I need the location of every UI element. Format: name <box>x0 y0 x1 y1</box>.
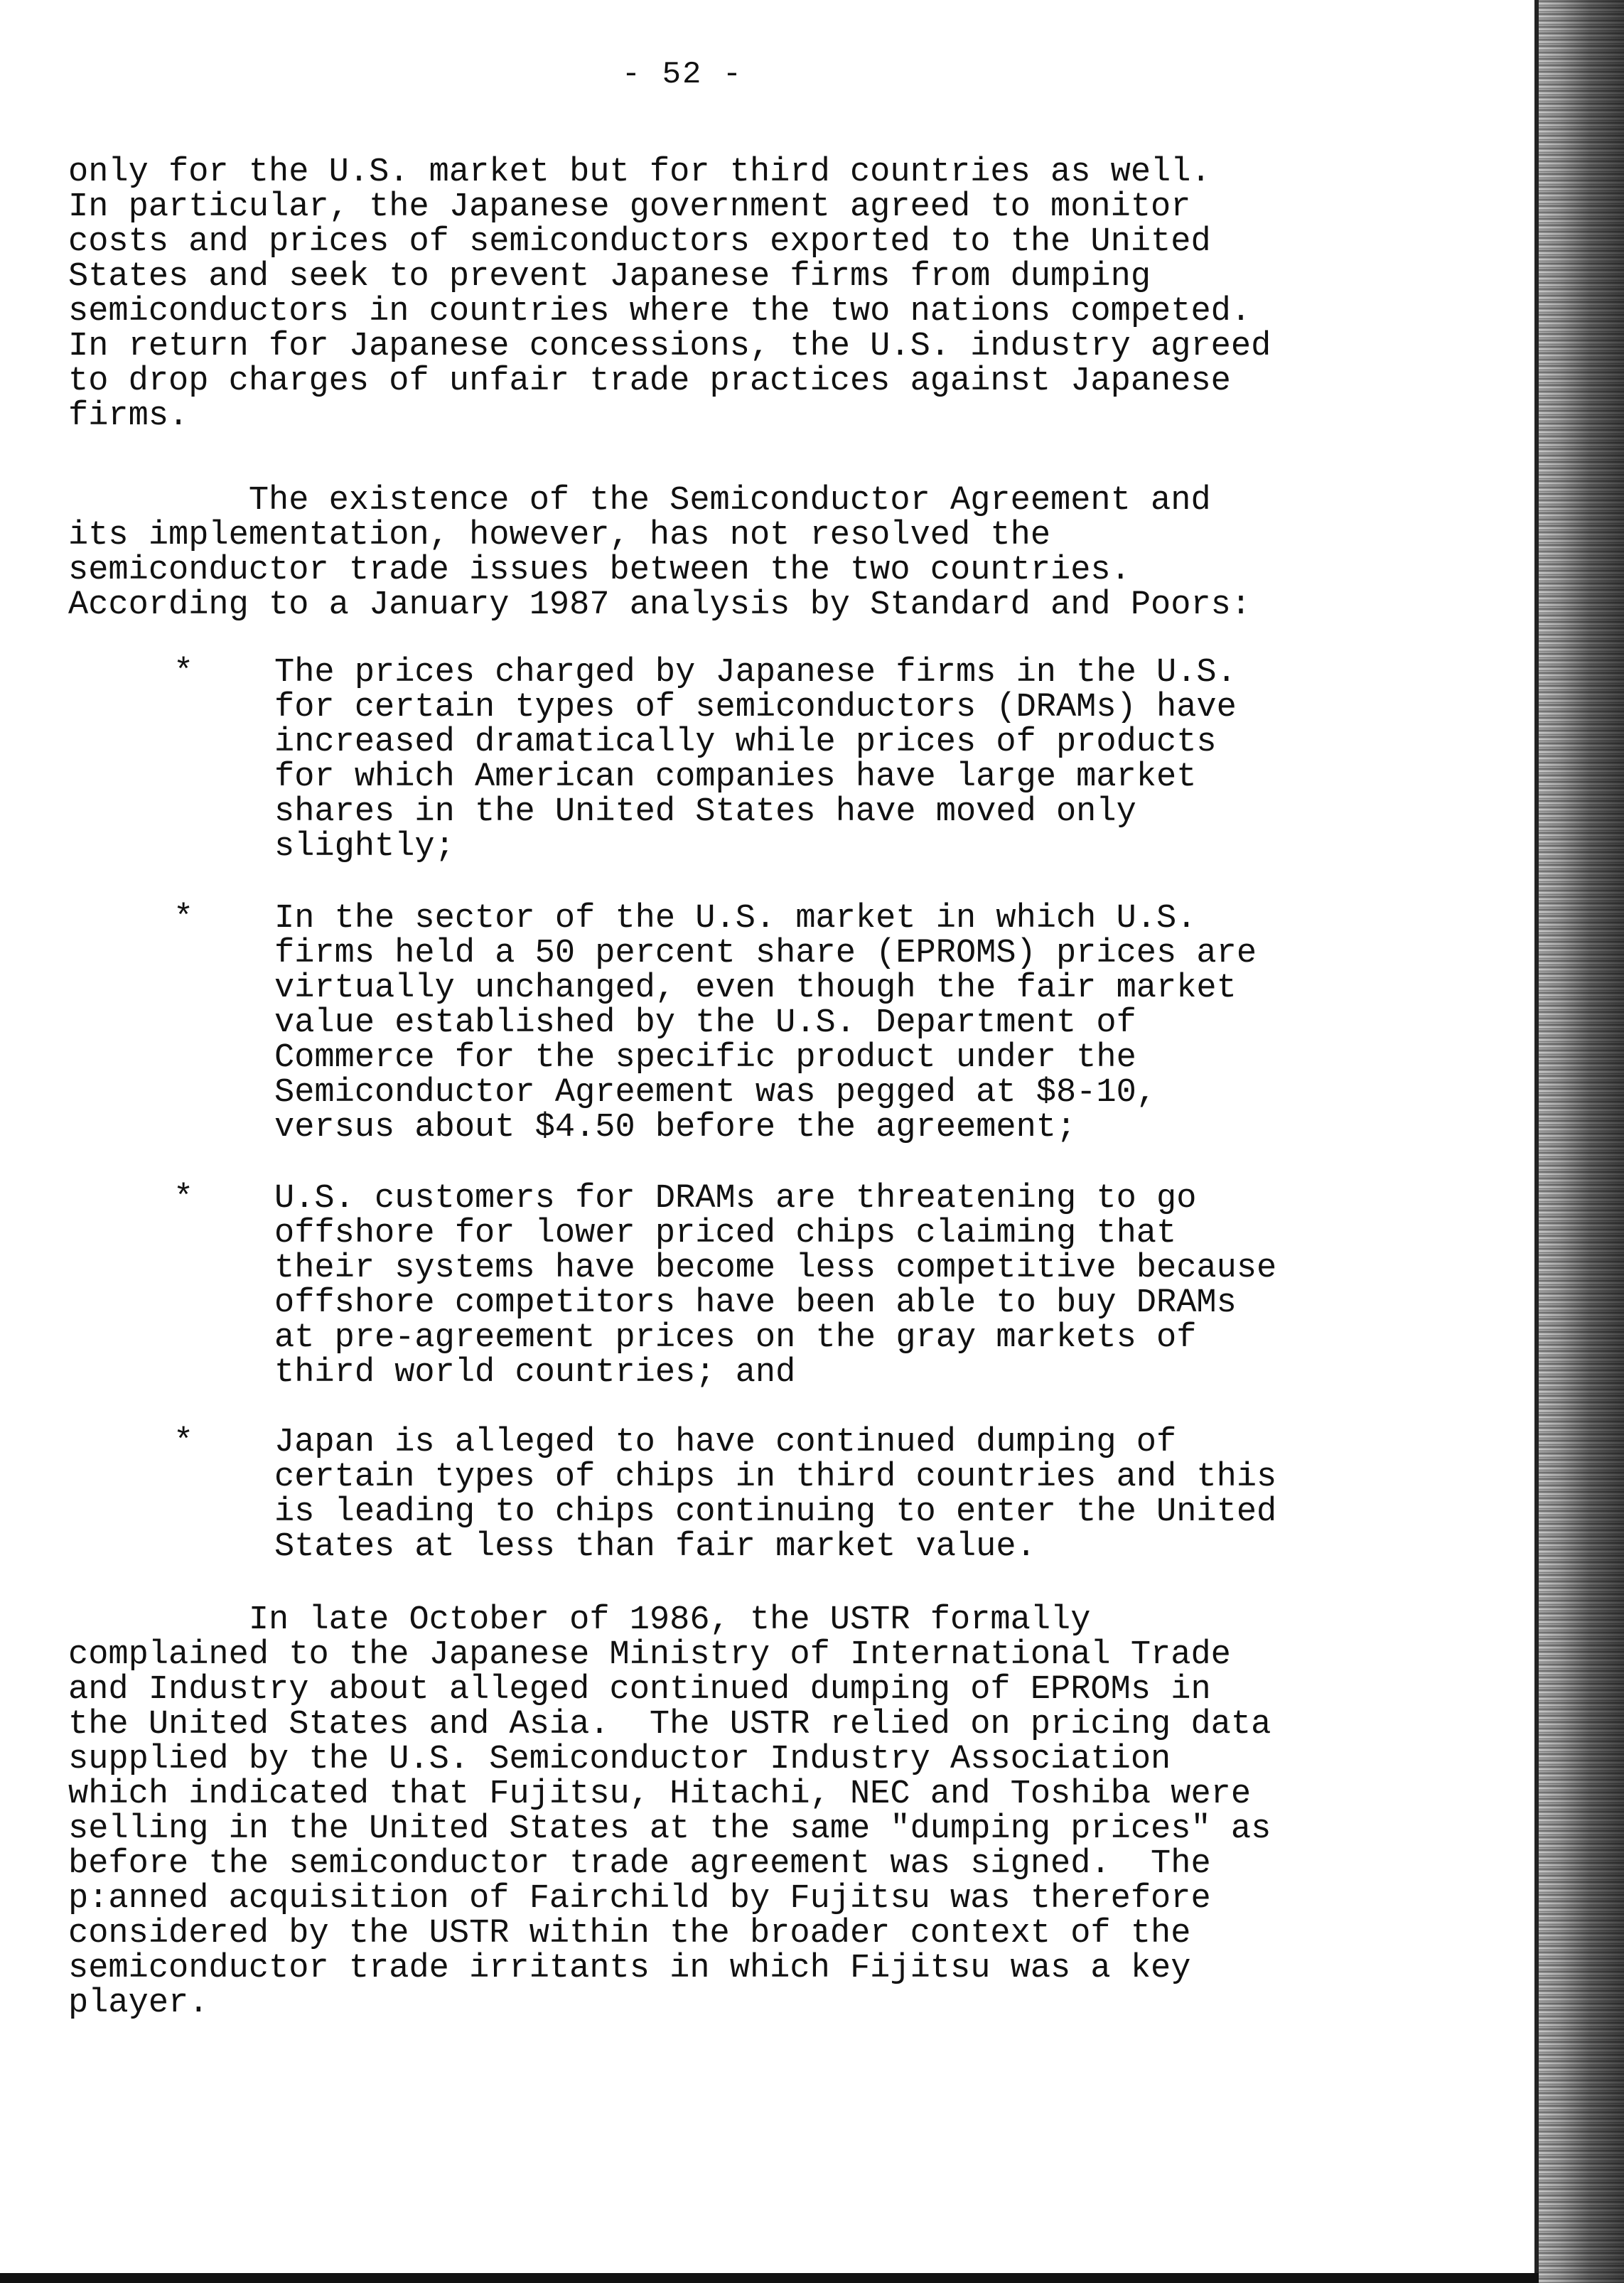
bullet-marker: * <box>173 900 194 938</box>
bullet-text: In the sector of the U.S. market in which U.S. firms held a 50 percent share (EPROMS) prices are virtually unchanged, even though the fair market value established by the U.S. Department of Commerce for the specific product under the Semiconductor Agreement was pegged at $8-10, versus about $4.50 before the agreement; <box>274 900 1257 1146</box>
paragraph-agreement-terms: only for the U.S. market but for third countries as well. In particular, the Japanese government agreed to monitor costs and prices of semiconductors exported to the United States and seek to prevent Japanese firms from dumping semiconductors in countries where the two nations competed. In return for Japanese concessions, the U.S. industry agreed to drop charges of unfair trade practices against Japanese firms. <box>68 154 1271 435</box>
bullet-marker: * <box>173 654 194 692</box>
bullet-marker: * <box>173 1180 194 1218</box>
bullet-text: Japan is alleged to have continued dumping of certain types of chips in third countries and this is leading to chips continuing to enter the United States at less than fair market value. <box>274 1424 1277 1566</box>
bullet-text: U.S. customers for DRAMs are threatening to go offshore for lower priced chips claiming that their systems have become less competitive because offshore competitors have been able to buy DRAMs at pre-agreement prices on the gray markets of third world countries; and <box>274 1180 1277 1392</box>
bullet-marker: * <box>173 1424 194 1461</box>
page-number: - 52 - <box>621 57 743 92</box>
paragraph-existence-of-agreement: The existence of the Semiconductor Agreement and its implementation, however, has not resolved the semiconductor trade issues between the two countries. According to a January 1987 analysis by Standard and Poors: <box>68 482 1252 624</box>
bullet-text: The prices charged by Japanese firms in the U.S. for certain types of semiconductors (DRAMs) have increased dramatically while prices of products for which American companies have large market shares in the United States have moved only slightly; <box>274 654 1237 866</box>
scan-page-edge-shadow <box>1539 0 1624 2283</box>
paragraph-ustr-complaint: In late October of 1986, the USTR formally complained to the Japanese Ministry of International Trade and Industry about alleged continued dumping of EPROMs in the United States and Asia. The USTR relied on pricing data supplied by the U.S. Semiconductor Industry Association which indicated that Fujitsu, Hitachi, NEC and Toshiba were selling in the United States at the same "dumping prices" as before the semiconductor trade agreement was signed. The p:anned acquisition of Fairchild by Fujitsu was therefore considered by the USTR within the broader context of the semiconductor trade irritants in which Fijitsu was a key player. <box>68 1601 1271 2022</box>
scan-bottom-border <box>0 2273 1539 2283</box>
